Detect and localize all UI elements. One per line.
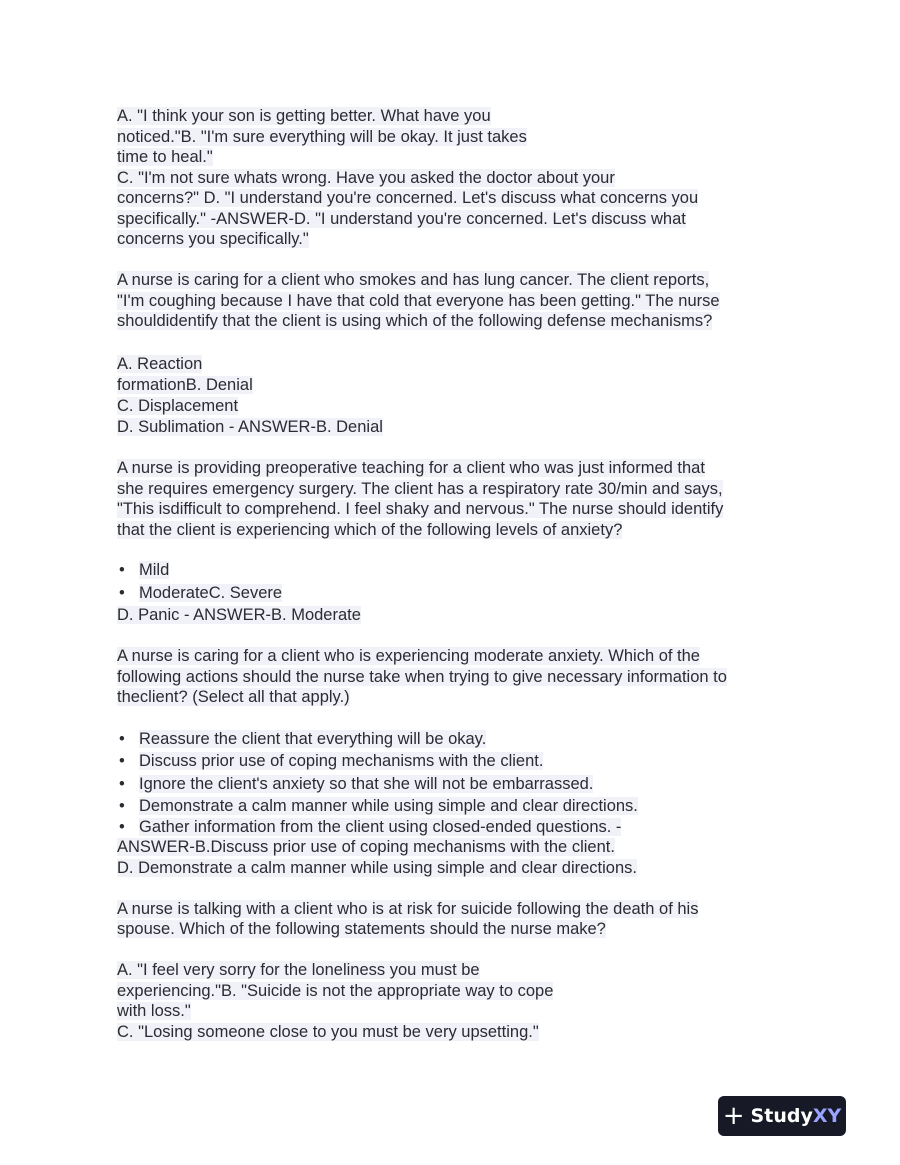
question-3-options (117, 560, 797, 626)
text-line: theclient? (Select all that apply.) (117, 688, 350, 706)
list-item: • ModerateC. Severe (119, 583, 283, 602)
bullet-icon: • (119, 774, 125, 793)
list-item: • Mild (119, 561, 170, 579)
document-page (117, 106, 797, 1042)
question-3-stem (117, 458, 797, 540)
question-4-options (117, 729, 797, 879)
list-item: • Ignore the client's anxiety so that she will not be embarrassed. (119, 774, 594, 793)
plus-icon: + (722, 1101, 745, 1131)
text-line: specifically." -ANSWER-D. "I understand you're concerned. Let's discuss what (117, 209, 686, 228)
text-line: A. "I feel very sorry for the loneliness you must be (117, 961, 480, 979)
question-4-stem (117, 646, 797, 708)
question-2-stem (117, 270, 797, 332)
text-line: A nurse is caring for a client who is experiencing moderate anxiety. Which of the (117, 647, 700, 665)
list-item: • Gather information from the client using closed-ended questions. - (119, 817, 622, 836)
bullet-icon: • (119, 817, 125, 836)
text-line: with loss." (117, 1002, 191, 1020)
list-item: • Demonstrate a calm manner while using simple and clear directions. (119, 797, 638, 815)
bullet-icon: • (119, 583, 125, 602)
text-line: shouldidentify that the client is using which of the following defense mechanisms? (117, 312, 713, 330)
question-2-options (117, 354, 797, 438)
list-item: • Reassure the client that everything will be okay. (119, 729, 487, 748)
bullet-icon: • (119, 797, 125, 815)
text-line: A nurse is providing preoperative teaching for a client who was just informed that (117, 459, 705, 477)
text-line: C. "I'm not sure whats wrong. Have you asked the doctor about your (117, 168, 615, 187)
answer-line: ANSWER-B.Discuss prior use of coping mechanisms with the client. (117, 838, 615, 856)
text-line: "This isdifficult to comprehend. I feel shaky and nervous." The nurse should identify (117, 500, 724, 518)
text-line: that the client is experiencing which of the following levels of anxiety? (117, 520, 623, 539)
text-line: A. Reaction (117, 354, 203, 373)
text-line: C. Displacement (117, 396, 239, 415)
question-5-stem (117, 899, 797, 940)
text-line: time to heal." (117, 148, 213, 166)
text-line: A nurse is talking with a client who is at risk for suicide following the death of his (117, 899, 699, 918)
text-line: following actions should the nurse take when trying to give necessary information to (117, 667, 727, 686)
bullet-icon: • (119, 729, 125, 748)
answer-line: D. Demonstrate a calm manner while using simple and clear directions. (117, 858, 637, 877)
text-line: concerns you specifically." (117, 230, 309, 248)
text-line: A. "I think your son is getting better. What have you (117, 107, 491, 125)
answer-line: D. Panic - ANSWER-B. Moderate (117, 606, 361, 624)
list-item: • Discuss prior use of coping mechanisms with the client. (119, 752, 544, 770)
logo-brand-text: Study (750, 1105, 813, 1127)
text-line: concerns?" D. "I understand you're concerned. Let's discuss what concerns you (117, 189, 699, 207)
question-1-options (117, 106, 797, 250)
studyxy-logo (718, 1096, 846, 1136)
text-line: D. Sublimation - ANSWER-B. Denial (117, 417, 383, 436)
text-line: formationB. Denial (117, 375, 253, 394)
text-line: spouse. Which of the following statements should the nurse make? (117, 920, 606, 938)
text-line: experiencing."B. "Suicide is not the appropriate way to cope (117, 981, 554, 1000)
question-5-options (117, 960, 797, 1042)
bullet-icon: • (119, 561, 125, 579)
text-line: C. "Losing someone close to you must be very upsetting." (117, 1022, 539, 1041)
bullet-icon: • (119, 752, 125, 770)
text-line: "I'm coughing because I have that cold that everyone has been getting." The nurse (117, 291, 720, 310)
text-line: A nurse is caring for a client who smokes and has lung cancer. The client reports, (117, 271, 710, 289)
logo-brand-accent: XY (812, 1105, 842, 1127)
text-line: noticed."B. "I'm sure everything will be okay. It just takes (117, 127, 527, 146)
text-line: she requires emergency surgery. The client has a respiratory rate 30/min and says, (117, 479, 723, 498)
